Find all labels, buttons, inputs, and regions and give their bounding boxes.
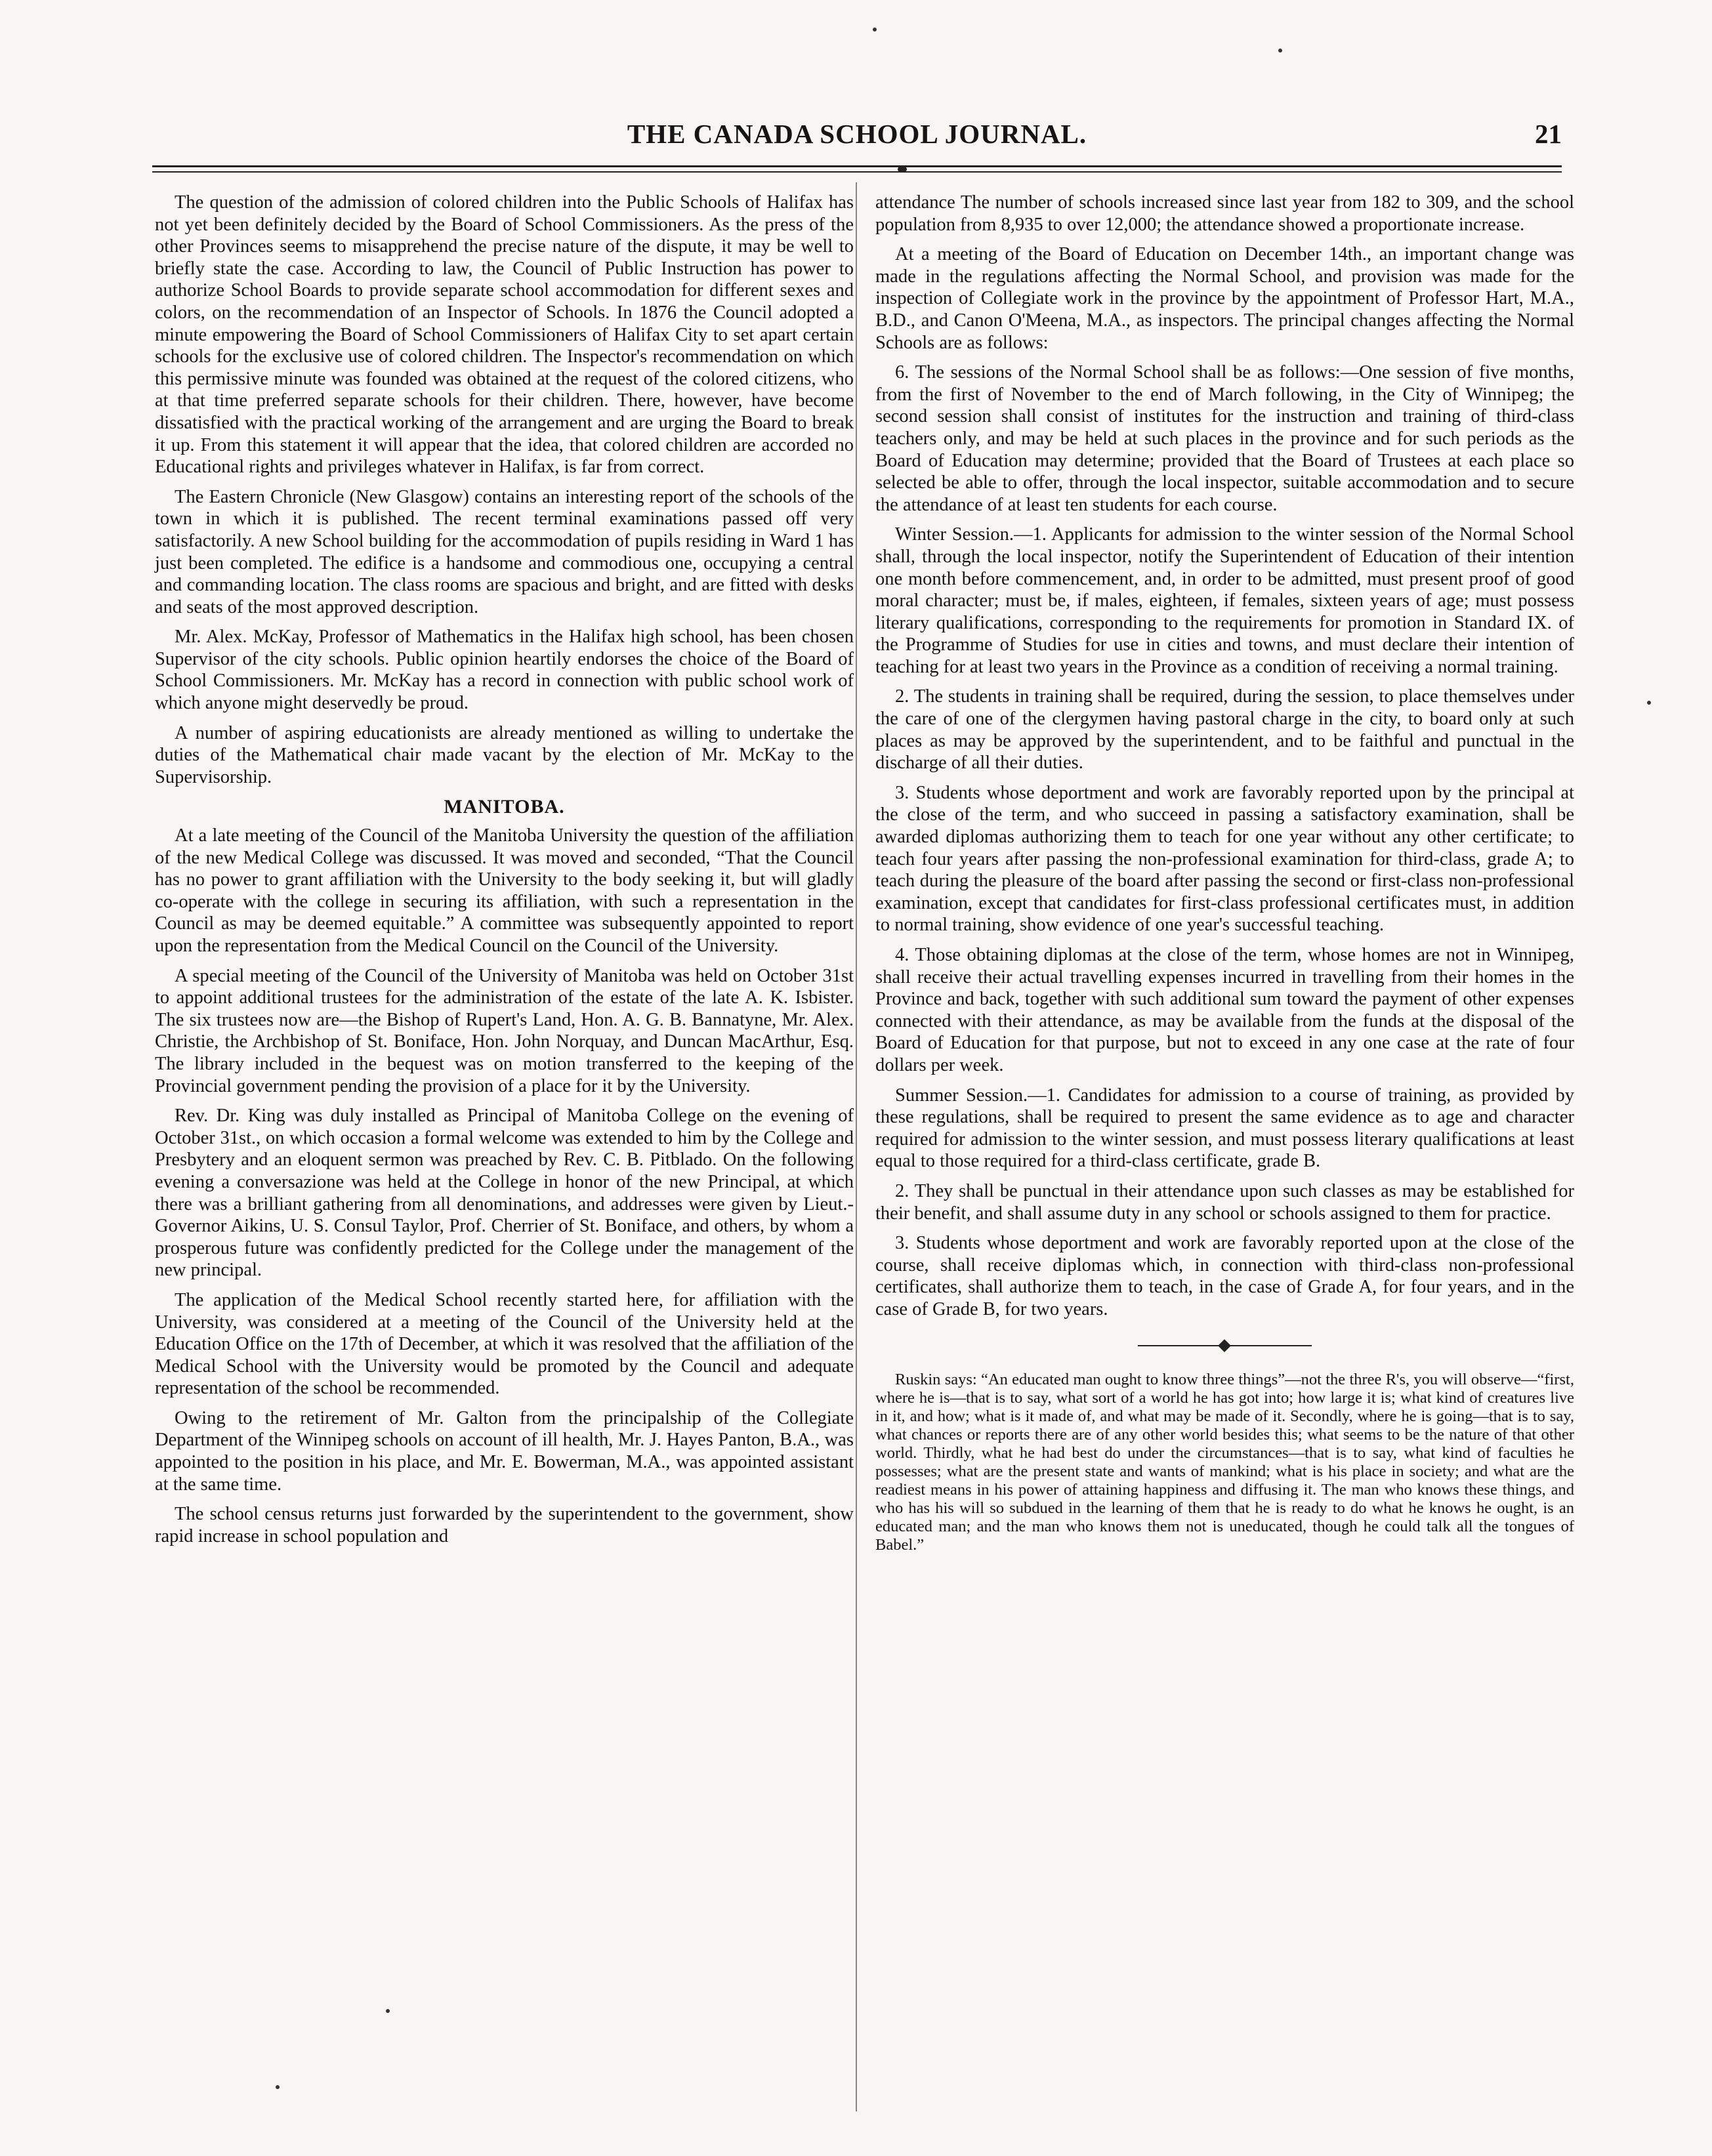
- article-paragraph: The Eastern Chronicle (New Glasgow) contains an interesting report of the schools of the town in which it is published. The recent terminal examinations passed off very satisfactorily. A new School building for the accommodation of pupils residing in Ward 1 has just been completed. The edifice is a handsome and commodious one, occupying a central and commanding location. The class rooms are spacious and bright, and are fitted with desks and seats of the most approved description.: [155, 486, 854, 617]
- article-paragraph: 6. The sessions of the Normal School shall be as follows:—One session of five months, from the first of November to the end of March following, in the City of Winnipeg; the second session shall consist of institutes for the instruction and training of third-class teachers only, and may be held at such places in the province and for such periods as the Board of Education may determine; provided that the Board of Trustees at each place so selected be able to offer, through the local inspector, suitable accommodation and to secure the attendance of at least ten students for each course.: [875, 362, 1574, 515]
- scan-speck: [1647, 701, 1651, 705]
- scan-speck: [276, 2085, 280, 2089]
- article-paragraph: Mr. Alex. McKay, Professor of Mathematics in the Halifax high school, has been chosen Supervisor of the city schools. Public opinion heartily endorses the choice of the Board of School Commissioners. Mr. McKay has a record in connection with public school work of which anyone might deservedly be proud.: [155, 627, 854, 714]
- article-paragraph: 2. They shall be punctual in their attendance upon such classes as may be established for their benefit, and shall assume duty in any school or schools assigned to them for practice.: [875, 1180, 1574, 1224]
- section-ornament: [875, 1338, 1574, 1354]
- article-paragraph: Winter Session.—1. Applicants for admission to the winter session of the Normal School shall, through the local inspector, notify the Superintendent of Education of their intention one month before commencement, and, in order to be admitted, must present proof of good moral character; must be, if males, eighteen, if females, sixteen years of age; must possess literary qualifications, corresponding to the requirements for promotion in Standard IX. of the Programme of Studies for use in cities and towns, and must declare their intention of teaching for at least two years in the Province as a condition of receiving a normal training.: [875, 524, 1574, 677]
- article-paragraph: Rev. Dr. King was duly installed as Principal of Manitoba College on the evening of October 31st., on which occasion a formal welcome was extended to him by the College and Presbytery and an eloquent sermon was preached by Rev. C. B. Pitblado. On the following evening a conversazione was held at the College in honor of the new Principal, at which there was a brilliant gathering from all denominations, and addresses were given by Lieut.-Governor Aikins, U. S. Consul Taylor, Prof. Cherrier of St. Boniface, and others, by whom a prosperous future was confidently predicted for the College under the management of the new principal.: [155, 1106, 854, 1281]
- right-column: [875, 192, 1574, 1562]
- article-paragraph: At a meeting of the Board of Education on December 14th., an important change was made in the regulations affecting the Normal School, and provision was made for the inspection of Collegiate work in the province by the appointment of Professor Hart, M.A., B.D., and Canon O'Meena, M.A., as inspectors. The principal changes affecting the Normal Schools are as follows:: [875, 244, 1574, 353]
- article-paragraph: attendance The number of schools increased since last year from 182 to 309, and the school population from 8,935 to over 12,000; the attendance showed a proportionate increase.: [875, 192, 1574, 235]
- article-paragraph: 3. Students whose deportment and work are favorably reported upon at the close of the course, shall receive diplomas which, in connection with third-class non-professional certificates, shall authorize them to teach, in the case of Grade A, for four years, and in the case of Grade B, for two years.: [875, 1233, 1574, 1319]
- header-rule-top: [152, 165, 1562, 167]
- article-paragraph: The school census returns just forwarded by the superintendent to the government, show rapid increase in school population and: [155, 1504, 854, 1546]
- left-column: [155, 192, 854, 1555]
- column-divider: [856, 182, 857, 2111]
- page-number: 21: [1535, 119, 1562, 149]
- article-paragraph: The application of the Medical School recently started here, for affiliation with the University, was considered at a meeting of the Council of the University held at the Education Office on the 17th of December, at which it was resolved that the affiliation of the Medical School with the University would be promoted by the Council and adequate representation of the school be recommended.: [155, 1289, 854, 1399]
- scan-speck: [386, 2009, 390, 2013]
- article-paragraph: 4. Those obtaining diplomas at the close of the term, whose homes are not in Winnipeg, shall receive their actual travelling expenses incurred in travelling from their homes in the Province and back, together with such additional sum toward the payment of other expenses connected with their attendance, as may be available from the funds at the disposal of the Board of Education for that purpose, but not to exceed in any one case at the rate of four dollars per week.: [875, 945, 1574, 1075]
- article-paragraph: A special meeting of the Council of the University of Manitoba was held on October 31st to appoint additional trustees for the administration of the estate of the late A. K. Isbister. The six trustees now are—the Bishop of Rupert's Land, Hon. A. G. B. Bannatyne, Mr. Alex. Christie, the Archbishop of St. Boniface, Hon. John Norquay, and Duncan MacArthur, Esq. The library included in the bequest was on motion transferred to the keeping of the Provincial government pending the provision of a place for it by the University.: [155, 965, 854, 1096]
- section-heading-manitoba: MANITOBA.: [444, 796, 565, 818]
- article-paragraph: Owing to the retirement of Mr. Galton from the principalship of the Collegiate Department of the Winnipeg schools on account of ill health, Mr. J. Hayes Panton, B.A., was appointed to the position in his place, and Mr. E. Bowerman, M.A., was appointed assistant at the same time.: [155, 1407, 854, 1495]
- header-rule-bottom: [152, 171, 1562, 173]
- ruskin-quote: Ruskin says: “An educated man ought to know three things”—not the three R's, you will observe—“first, where he is—that is to say, what sort of a world he has got into; how large it is; what kind of creatures live in it, and how; what is it made of, and what may be made of it. Secondly, where he is going—that is to say, what chances or reports there are of any other world besides this; what seems to be the nature of that other world. Thirdly, what he had best do under the circumstances—that is to say, what kind of faculties he possesses; what are the present state and wants of mankind; what is his place in society; and what are the readiest means in his power of attaining happiness and diffusing it. The man who knows these things, and who has his will so subdued in the learning of them that he is ready to do what he knows he ought, is an educated man; and the man who knows them not is uneducated, though he could talk all the tongues of Babel.”: [875, 1370, 1574, 1554]
- page-header: [152, 118, 1562, 157]
- article-paragraph: 2. The students in training shall be required, during the session, to place themselves under the care of one of the clergymen having pastoral charge in the city, to board only at such places as may be approved by the superintendent, and to be faithful and punctual in the discharge of all their duties.: [875, 686, 1574, 774]
- scan-speck: [1278, 49, 1282, 52]
- ornament-diamond: [1218, 1339, 1231, 1352]
- header-rule-ornament: [898, 166, 907, 173]
- article-paragraph: At a late meeting of the Council of the Manitoba University the question of the affiliation of the new Medical College was discussed. It was moved and seconded, “That the Council has no power to grant affiliation with the University to the body seeking it, but will gladly co-operate with the college in securing its affiliation, with such a representation in the Council as may be deemed equitable.” A committee was subsequently appointed to report upon the representation from the Medical Council on the Council of the University.: [155, 825, 854, 956]
- article-paragraph: The question of the admission of colored children into the Public Schools of Halifax has not yet been definitely decided by the Board of School Commissioners. As the press of the other Provinces seems to misapprehend the precise nature of the dispute, it may be well to briefly state the case. According to law, the Council of Public Instruction has power to authorize School Boards to provide separate school accommodation for different sexes and colors, on the recommendation of an Inspector of Schools. In 1876 the Council adopted a minute empowering the Board of School Commissioners of Halifax City to set apart certain schools for the exclusive use of colored children. The Inspector's recommendation on which this permissive minute was founded was obtained at the request of the colored citizens, who at that time preferred separate schools for their children. There, however, have become dissatisfied with the practical working of the arrangement and are urging the Board to break it up. From this statement it will appear that the idea, that colored children are accorded no Educational rights and privileges whatever in Halifax, is far from correct.: [155, 192, 854, 478]
- article-paragraph: A number of aspiring educationists are already mentioned as willing to undertake the duties of the Mathematical chair made vacant by the election of Mr. McKay to the Supervisorship.: [155, 722, 854, 787]
- article-paragraph: Summer Session.—1. Candidates for admission to a course of training, as provided by these regulations, shall be required to present the same evidence as to age and character required for admission to the winter session, and must possess literary qualifications at least equal to those required for a third-class certificate, grade B.: [875, 1085, 1574, 1172]
- scan-speck: [873, 28, 877, 31]
- journal-title: THE CANADA SCHOOL JOURNAL.: [627, 119, 1087, 149]
- article-paragraph: 3. Students whose deportment and work are favorably reported upon by the principal at the close of the term, and who succeed in passing a satisfactory examination, shall be awarded diplomas authorizing them to teach for one year without any other certificate; to teach four years after passing the non-professional examination for third-class, grade A; to teach during the pleasure of the board after passing the second or first-class non-professional examination, except that candidates for first-class professional certificates must, in addition to normal training, show evidence of one year's successful teaching.: [875, 782, 1574, 936]
